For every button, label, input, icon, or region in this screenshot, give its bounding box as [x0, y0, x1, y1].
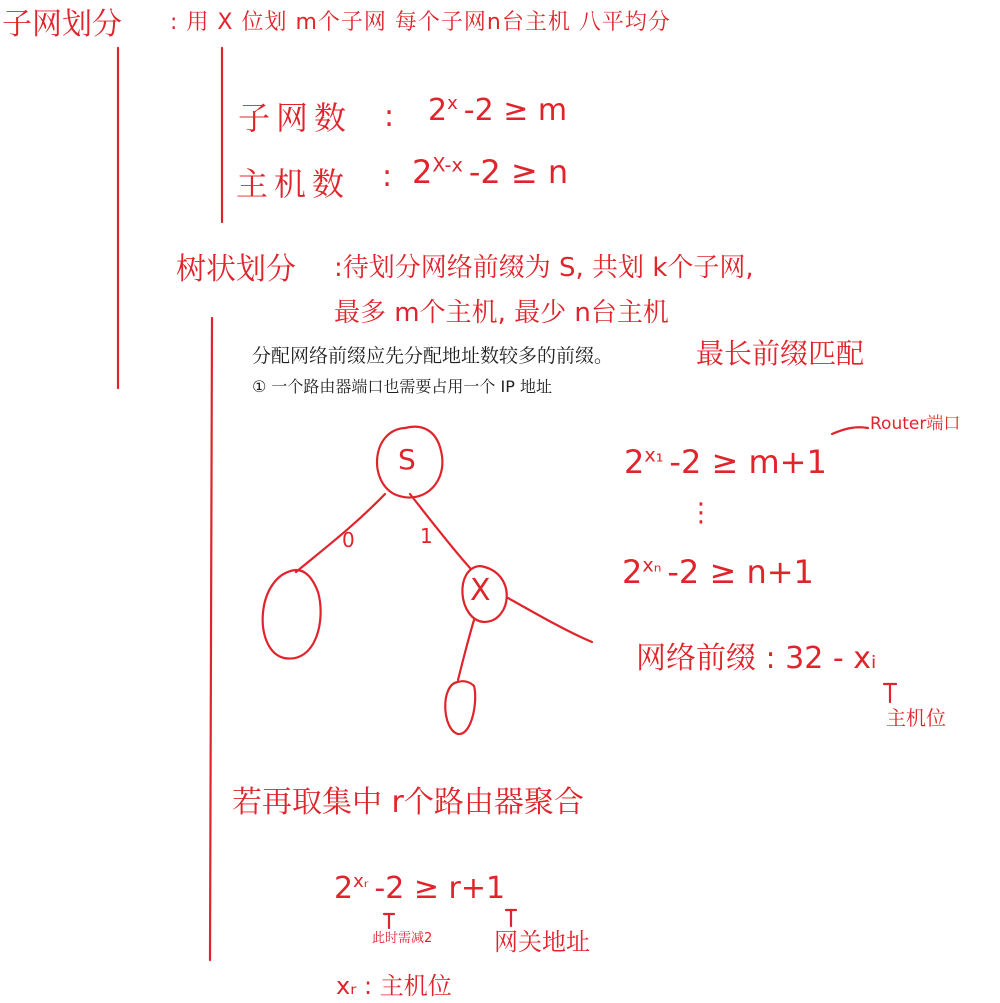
formula-n-exp: xₙ	[642, 553, 662, 577]
subnet-count-base: 2	[428, 93, 448, 128]
formula-n-rest: -2 ≥ n+1	[667, 553, 814, 591]
formula-1-exp: x₁	[644, 443, 664, 467]
tree-edge-left-label: 0	[342, 528, 355, 552]
formula-ellipsis: ⋮	[688, 498, 714, 528]
tree-leaf-bottom	[445, 681, 475, 734]
prefix-formula: 网络前缀 : 32 - xᵢ	[636, 641, 877, 676]
subnet-count-formula	[428, 93, 568, 128]
minus2-marker	[384, 914, 394, 928]
host-count-base: 2	[412, 153, 433, 191]
aggregation-formula-base: 2	[334, 871, 354, 906]
formula-n-base: 2	[622, 553, 643, 591]
router-pointer	[832, 427, 868, 434]
minus2-note: 此时需减2	[372, 931, 433, 946]
host-count-rest: -2 ≥ n	[468, 153, 569, 191]
tree-root-label: S	[398, 443, 416, 476]
printed-line-2: ① 一个路由器端口也需要占用一个 IP 地址	[252, 377, 552, 396]
formula-1-base: 2	[624, 443, 645, 481]
aggregation-formula	[334, 871, 506, 906]
aggregation-formula-exp: xᵣ	[353, 871, 369, 892]
aggregation-title: 若再取集中 r个路由器聚合	[232, 785, 584, 820]
host-count-exp: X-x	[432, 153, 463, 177]
tree-edge-right-label: 1	[420, 524, 433, 548]
gateway-note: 网关地址	[494, 928, 590, 956]
tree-bracket-line	[210, 318, 212, 960]
subnet-count-rest: -2 ≥ m	[463, 93, 568, 128]
xi-marker	[884, 684, 896, 702]
host-count-colon: :	[382, 159, 393, 194]
gateway-marker	[506, 910, 516, 926]
aggregation-formula-rest: -2 ≥ r+1	[374, 871, 506, 906]
formula-n	[622, 553, 814, 591]
host-count-label: 主机数	[236, 165, 351, 203]
xr-note: xᵣ : 主机位	[336, 972, 452, 1000]
tree-edge-right	[410, 494, 470, 568]
subnet-division-description: : 用 X 位划 m个子网 每个子网n台主机 八平均分	[170, 10, 671, 35]
tree-edge-x-right	[508, 598, 592, 642]
longest-prefix-note: 最长前缀匹配	[696, 337, 865, 370]
host-bits-note: 主机位	[886, 706, 946, 730]
router-port-note: Router端口	[870, 414, 961, 434]
tree-division-description-1: :待划分网络前缀为 S, 共划 k个子网,	[334, 253, 754, 283]
tree-edge-left	[296, 494, 385, 572]
host-count-formula	[412, 153, 569, 191]
subnet-count-label: 子网数	[238, 99, 353, 137]
tree-edge-x-down	[458, 620, 474, 680]
printed-line-1: 分配网络前缀应先分配地址数较多的前缀。	[252, 345, 614, 367]
tree-division-title: 树状划分	[176, 252, 296, 287]
subnet-count-exp: x	[447, 93, 458, 114]
subnet-count-colon: :	[384, 99, 395, 134]
subnet-division-title: 子网划分	[2, 7, 122, 42]
formula-1-rest: -2 ≥ m+1	[669, 443, 827, 481]
tree-leaf-left	[263, 570, 321, 659]
tree-marked-node-label: X	[470, 573, 491, 608]
tree-division-description-2: 最多 m个主机, 最少 n台主机	[334, 298, 669, 328]
formula-1	[624, 443, 827, 481]
